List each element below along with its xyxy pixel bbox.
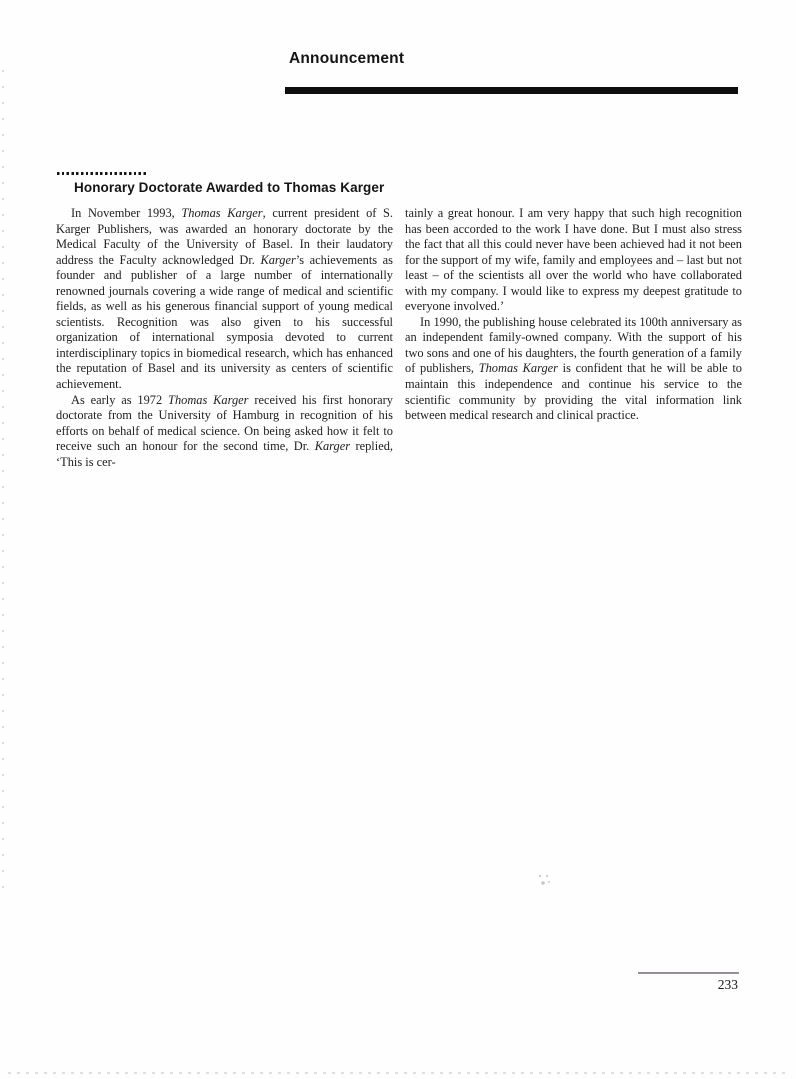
scan-noise-left-edge — [2, 70, 4, 900]
paragraph: In November 1993, Thomas Karger, current president of S. Karger Publishers, was awarded an honorary doctorate by the Medical Faculty of the University of Basel. In their laudatory address the Faculty acknowledged Dr. Karger’s achievements as founder and publisher of a large number of internationally renowned journals covering a wide range of medical and scientific fields, as well as his generous financial support of young medical scientists. Recognition was also given to his successful organization of international symposia devoted to current interdisciplinary topics in biomedical research, which has enhanced the reputation of Basel and its university as centers of scientific achievement. — [56, 206, 394, 392]
paragraph-continuation: tainly a great honour. I am very happy that such high recognition has been accorded to the work I have done. But I must also stress the fact that all this could never have been achieved had it not been for the support of my wife, family and employees and – last but not least – of the scientists all over the world who have collaborated with my company. I would like to express my deepest gratitude to everyone involved.’ — [405, 206, 742, 314]
paragraph: In 1990, the publishing house celebrated its 100th anniversary as an independent family-owned company. With the support of his two sons and one of his daughters, the fourth generation of a family of publishers, Thomas Karger is confident that he will be able to maintain this independence and continue his service to the scientific community by providing the vital information link between medical research and clinical practice. — [405, 314, 742, 423]
page-number: 233 — [717, 977, 738, 992]
dotted-leader — [57, 172, 147, 175]
left-column — [56, 206, 393, 470]
paragraph: As early as 1972 Thomas Karger received his first honorary doctorate from the University of Hamburg in recognition of his efforts on behalf of medical science. On being asked how it felt to receive such an honour for the second time, Dr. Karger replied, ‘This is cer- — [56, 392, 393, 469]
right-column — [405, 206, 742, 470]
scan-noise-bottom-edge — [8, 1072, 788, 1074]
header-rule — [285, 87, 738, 94]
scan-noise-speck — [538, 874, 550, 886]
article-title: Honorary Doctorate Awarded to Thomas Karger — [74, 180, 385, 195]
article-body — [56, 206, 742, 470]
footer-rule — [638, 972, 739, 974]
running-head: Announcement — [289, 50, 405, 67]
